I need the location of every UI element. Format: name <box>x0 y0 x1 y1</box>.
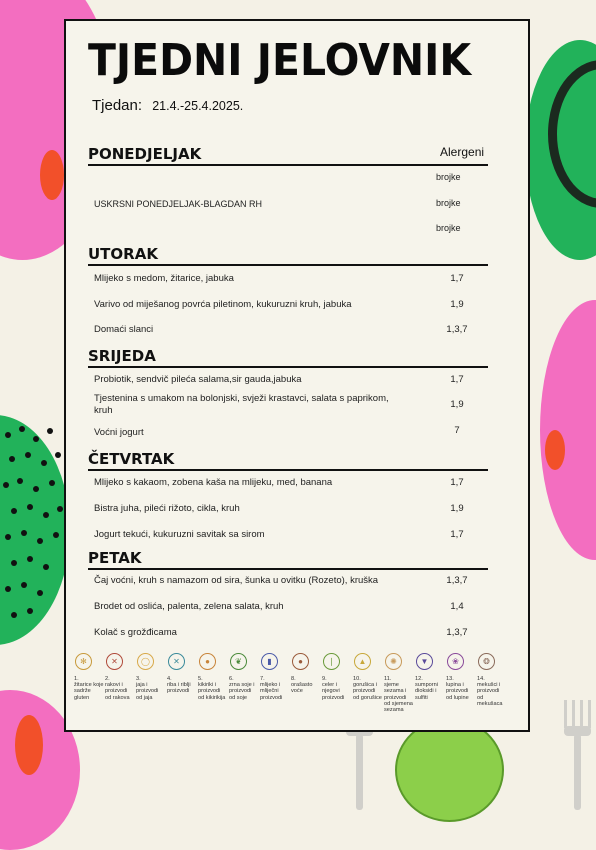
legend-label: 4. riba i riblji proizvodi <box>167 676 191 695</box>
peanut-icon: ● <box>199 653 216 670</box>
legend-label: 3. jaja i proizvodi od jaja <box>136 676 159 701</box>
legend-item <box>105 653 135 701</box>
mustard-icon: ▲ <box>354 653 371 670</box>
decor-orange-dot <box>40 150 64 200</box>
legend-item <box>384 653 414 713</box>
legend-label: 1. žitarice koje sadrže gluten <box>74 676 104 701</box>
legend-label: 6. zrna soje i proizvodi od soje <box>229 676 255 701</box>
mollusc-icon: ❂ <box>478 653 495 670</box>
day-title-wednesday: SRIJEDA <box>88 347 488 368</box>
legend-label: 13. lupina i proizvodi od lupine <box>446 676 469 701</box>
legend-label: 2. rakovi i proizvodi od rakova <box>105 676 130 701</box>
day-wednesday <box>88 347 488 438</box>
meal-allergens: 1,9 <box>450 299 464 310</box>
meal-allergens: 1,3,7 <box>446 627 468 638</box>
legend-label: 11. sjeme sezama i proizvodi od sjemena sezama <box>384 676 413 714</box>
decor-orange-dot-right <box>545 430 565 470</box>
allergen-placeholder: brojke <box>436 172 461 182</box>
day-tuesday <box>88 245 488 335</box>
sulfite-icon: ▼ <box>416 653 433 670</box>
nut-icon: ● <box>292 653 309 670</box>
wheat-icon: ✻ <box>75 653 92 670</box>
legend-item <box>260 653 290 701</box>
decor-pink-blob-right <box>540 300 596 560</box>
legend-item <box>415 653 445 701</box>
meal-allergens: 1,3,7 <box>446 324 468 335</box>
meal-dish: Probiotik, sendvič pileća salama,sir gauda,jabuka <box>94 374 302 385</box>
meal-dish: Brodet od oslića, palenta, zelena salata, kruh <box>94 601 284 612</box>
allergens-header: Alergeni <box>440 145 485 159</box>
legend-item <box>198 653 228 701</box>
legend-item <box>136 653 166 701</box>
menu-sheet <box>64 19 530 732</box>
day-title-thursday: ČETVRTAK <box>88 450 488 471</box>
monday-note-text: USKRSNI PONEDJELJAK-BLAGDAN RH <box>94 199 263 209</box>
meal-dish: Voćni jogurt <box>94 427 144 438</box>
page-title: TJEDNI JELOVNIK <box>88 35 472 86</box>
meal-allergens: 1,7 <box>450 529 464 540</box>
decor-dots-left <box>0 415 70 645</box>
allergen-placeholder: brojke <box>436 198 461 208</box>
meal-allergens: 1,3,7 <box>446 575 468 586</box>
legend-label: 10. gorušica i proizvodi od gorušice <box>353 676 382 701</box>
meal-allergens: 1,9 <box>450 503 464 514</box>
allergen-placeholder: brojke <box>436 223 461 233</box>
meal-allergens: 1,4 <box>450 601 464 612</box>
legend-item <box>229 653 259 701</box>
week-label: Tjedan: <box>92 97 143 114</box>
meal-dish: Varivo od miješanog povrća piletinom, kukuruzni kruh, jabuka <box>94 299 352 310</box>
soy-icon: ❦ <box>230 653 247 670</box>
legend-label: 8. orašasto voće <box>291 676 313 695</box>
legend-label: 7. mlijeko i mliječni proizvodi <box>260 676 283 701</box>
meal-allergens: 1,7 <box>450 477 464 488</box>
day-title-monday: PONEDJELJAK <box>88 145 488 166</box>
week-dates: 21.4.-25.4.2025. <box>152 99 244 113</box>
meal-dish: Mlijeko s kakaom, zobena kaša na mlijeku, med, banana <box>94 477 333 488</box>
legend-item <box>322 653 352 701</box>
meal-allergens: 1,9 <box>450 399 464 410</box>
meal-allergens: 1,7 <box>450 273 464 284</box>
meal-dish: Čaj voćni, kruh s namazom od sira, šunka u ovitku (Rozeto), kruška <box>94 575 379 586</box>
decor-orange-dot-bottom <box>15 715 43 775</box>
crab-icon: ✕ <box>106 653 123 670</box>
meal-dish: Jogurt tekući, kukuruzni savitak sa sirom <box>94 529 265 540</box>
meal-allergens: 7 <box>454 425 460 436</box>
decor-lettuce-mascot <box>395 718 504 822</box>
day-thursday <box>88 450 488 540</box>
day-title-friday: PETAK <box>88 549 488 570</box>
celery-icon: ❘ <box>323 653 340 670</box>
meal-dish: Tjestenina s umakom na bolonjski, svježi krastavci, salata s paprikom, kruh <box>94 393 389 416</box>
meal-dish: Bistra juha, pileći rižoto, cikla, kruh <box>94 503 240 514</box>
legend-label: 5. kikiriki i proizvodi od kikirikija <box>198 676 226 701</box>
legend-label: 12. sumporni dioksidi i sulfiti <box>415 676 439 701</box>
legend-item <box>353 653 383 701</box>
legend-label: 14. mekušci i proizvodi od mekušaca <box>477 676 503 707</box>
meal-dish: Kolač s grožđicama <box>94 627 177 638</box>
legend-label: 9. celer i njegovi proizvodi <box>322 676 345 701</box>
meal-dish: Domaći slanci <box>94 324 154 335</box>
decor-fork-right <box>562 700 596 810</box>
day-friday <box>88 549 488 638</box>
week-range <box>92 97 243 114</box>
lupin-icon: ❀ <box>447 653 464 670</box>
legend-item <box>477 653 507 707</box>
legend-item <box>167 653 197 695</box>
milk-icon: ▮ <box>261 653 278 670</box>
meal-dish: Mlijeko s medom, žitarice, jabuka <box>94 273 234 284</box>
legend-item <box>74 653 104 701</box>
sesame-icon: ✺ <box>385 653 402 670</box>
fish-icon: ✕ <box>168 653 185 670</box>
day-title-tuesday: UTORAK <box>88 245 488 266</box>
egg-icon: ◯ <box>137 653 154 670</box>
legend-item <box>446 653 476 701</box>
legend-item <box>291 653 321 695</box>
allergen-legend <box>74 653 524 713</box>
meal-allergens: 1,7 <box>450 374 464 385</box>
